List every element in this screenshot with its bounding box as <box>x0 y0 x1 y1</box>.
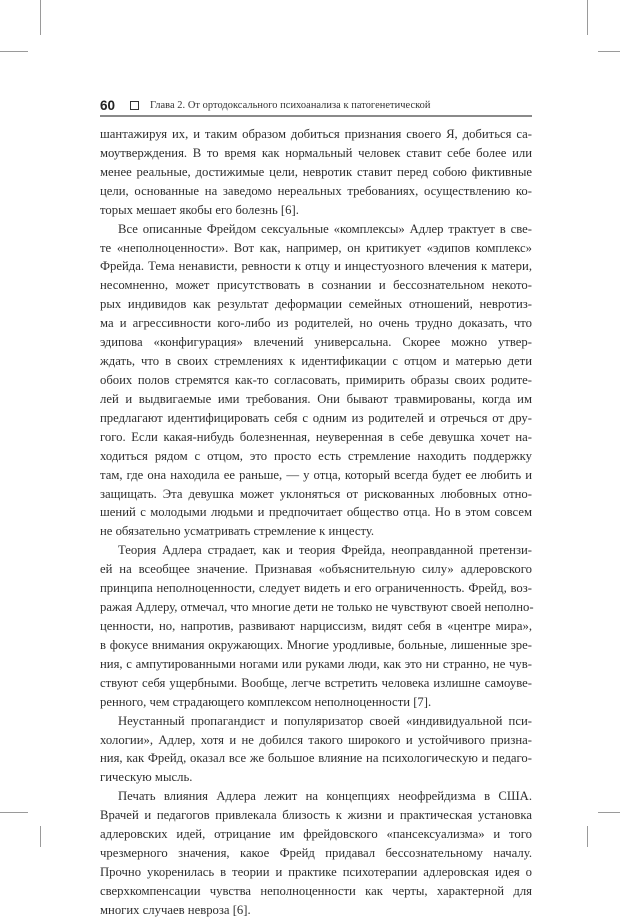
text-line: моутверждения. В то время как нормальный человек ставит себе более или <box>100 145 532 160</box>
text-line: ния, с ампутированными ногами или руками люди, как это ни странно, не чув- <box>100 656 532 671</box>
text-line: не обязательно усматривать стремление к инцесту. <box>100 524 375 539</box>
square-bullet-icon <box>130 101 139 110</box>
text-line: защищать. Эта девушка может уклоняться от рискованных любовных отно- <box>100 486 532 501</box>
page-number: 60 <box>100 97 116 113</box>
crop-mark-bottom-right-horizontal <box>598 812 620 813</box>
text-line: ствуют себя ущербными. Вообще, легче встретить человека излишне самоуве- <box>100 675 532 690</box>
text-line: рых индивидов как результат деформации семейных отношений, невротиз- <box>100 297 532 312</box>
text-line: менее реальные, достижимые цели, невротик ставит перед собою фиктивные <box>100 164 532 179</box>
body-text <box>100 125 532 920</box>
text-line: в фокусе внимания окружающих. Многие уродливые, больные, лишенные зре- <box>100 637 532 652</box>
text-line: цели, основанные на заведомо нереальных требованиях, осуществлению ко- <box>100 183 532 198</box>
paragraph <box>100 541 532 711</box>
text-line: ма и агрессивности кого-либо из родителей, но очень трудно доказать, что <box>100 316 532 331</box>
text-line: Теория Адлера страдает, как и теория Фрейда, неоправданной претензи- <box>118 543 532 558</box>
text-line: гическую мысль. <box>100 770 193 785</box>
text-line: лей и выдвигаемые ими требования. Они бывают травмированы, когда им <box>100 391 532 406</box>
running-title: Глава 2. От ортодоксального психоанализа к патогенетической <box>150 99 431 111</box>
running-header <box>100 95 532 115</box>
text-line: Врачей и педагогов привлекала близость к жизни и практическая установка <box>100 808 532 823</box>
text-line: ценности, но, напротив, развивают нарциссизм, видят себя в «центре мира», <box>100 618 532 633</box>
text-line: адлеровских идей, отрицание им фрейдовского «пансексуализма» и того <box>100 827 532 842</box>
text-line: принципа неполноценности, следует видеть и его ограниченность. Фрейд, воз- <box>100 581 532 596</box>
text-line: ей на всеобщее значение. Признавая «объяснительную силу» адлеровского <box>100 562 532 577</box>
text-line: чрезмерного значения, какое Фрейд придавал бессознательному началу. <box>100 846 532 861</box>
paragraph <box>100 220 532 542</box>
text-line: хологии», Адлер, хотя и не добился такого широкого и устойчивого призна- <box>100 732 532 747</box>
crop-mark-top-left-vertical <box>40 0 41 35</box>
header-rule <box>100 115 532 117</box>
text-line: Неустанный пропагандист и популяризатор своей «индивидуальной пси- <box>118 713 532 728</box>
text-line: Фрейда. Тема ненависти, ревности к отцу и инцестуозного влечения к матери, <box>100 259 532 274</box>
text-line: ходиться рядом с отцом, это просто есть стремление находить поддержку <box>100 448 532 463</box>
text-line: гого. Если какая-нибудь болезненная, неуверенная в себе девушка хочет на- <box>100 429 532 444</box>
text-line: Прочно укоренилась в теории и практике психотерапии адлеровская идея о <box>100 864 532 879</box>
text-line: ражая Адлеру, отмечал, что многие дети не только не чувствуют своей неполно- <box>100 600 534 615</box>
text-line: те «неполноценности». Вот как, например, он критикует «эдипов комплекс» <box>100 240 532 255</box>
text-line: ждать, что в своих стремлениях к идентификации с отцом и матерью дети <box>100 354 532 369</box>
text-line: многих случаев невроза [6]. <box>100 902 251 917</box>
text-line: шений с молодыми людьми и предпочитает общество отца. Но в этом совсем <box>100 505 532 520</box>
text-line: шантажируя их, и таким образом добиться признания своего Я, добиться са- <box>100 127 532 141</box>
crop-mark-bottom-left-horizontal <box>0 812 28 813</box>
text-line: сверхкомпенсации чувства неполноценности как черты, характерной для <box>100 883 532 898</box>
crop-mark-top-right-vertical <box>587 0 588 35</box>
text-line: Все описанные Фрейдом сексуальные «комплексы» Адлер трактует в све- <box>118 221 532 236</box>
paragraph <box>100 125 532 220</box>
text-line: Печать влияния Адлера лежит на концепциях неофрейдизма в США. <box>118 789 532 804</box>
text-line: предлагают идентифицировать себя с одним из родителей и отречься от дру- <box>100 410 532 425</box>
paragraph <box>100 712 532 788</box>
text-line: ния, как Фрейд, оказал все же большое влияние на психологическую и педаго- <box>100 751 532 766</box>
text-line: несомненно, может присутствовать в сознании и бессознательном некото- <box>100 278 532 293</box>
text-line: эдипова «конфигурация» влечений универсальна. Скорее можно утвер- <box>100 335 532 350</box>
text-line: обоих полов стремятся как-то согласовать, примирить образы своих родите- <box>100 372 532 387</box>
crop-mark-top-right-horizontal <box>598 51 620 52</box>
text-line: там, где она находила ее раньше, — у отца, который всегда будет ее любить и <box>100 467 532 482</box>
crop-mark-bottom-left-vertical <box>40 826 41 847</box>
crop-mark-bottom-right-vertical <box>587 826 588 847</box>
crop-mark-top-left-horizontal <box>0 51 28 52</box>
text-line: торых мешает якобы его болезнь [6]. <box>100 202 299 217</box>
paragraph <box>100 787 532 919</box>
text-line: ренного, чем страдающего комплексом неполноценности [7]. <box>100 694 432 709</box>
